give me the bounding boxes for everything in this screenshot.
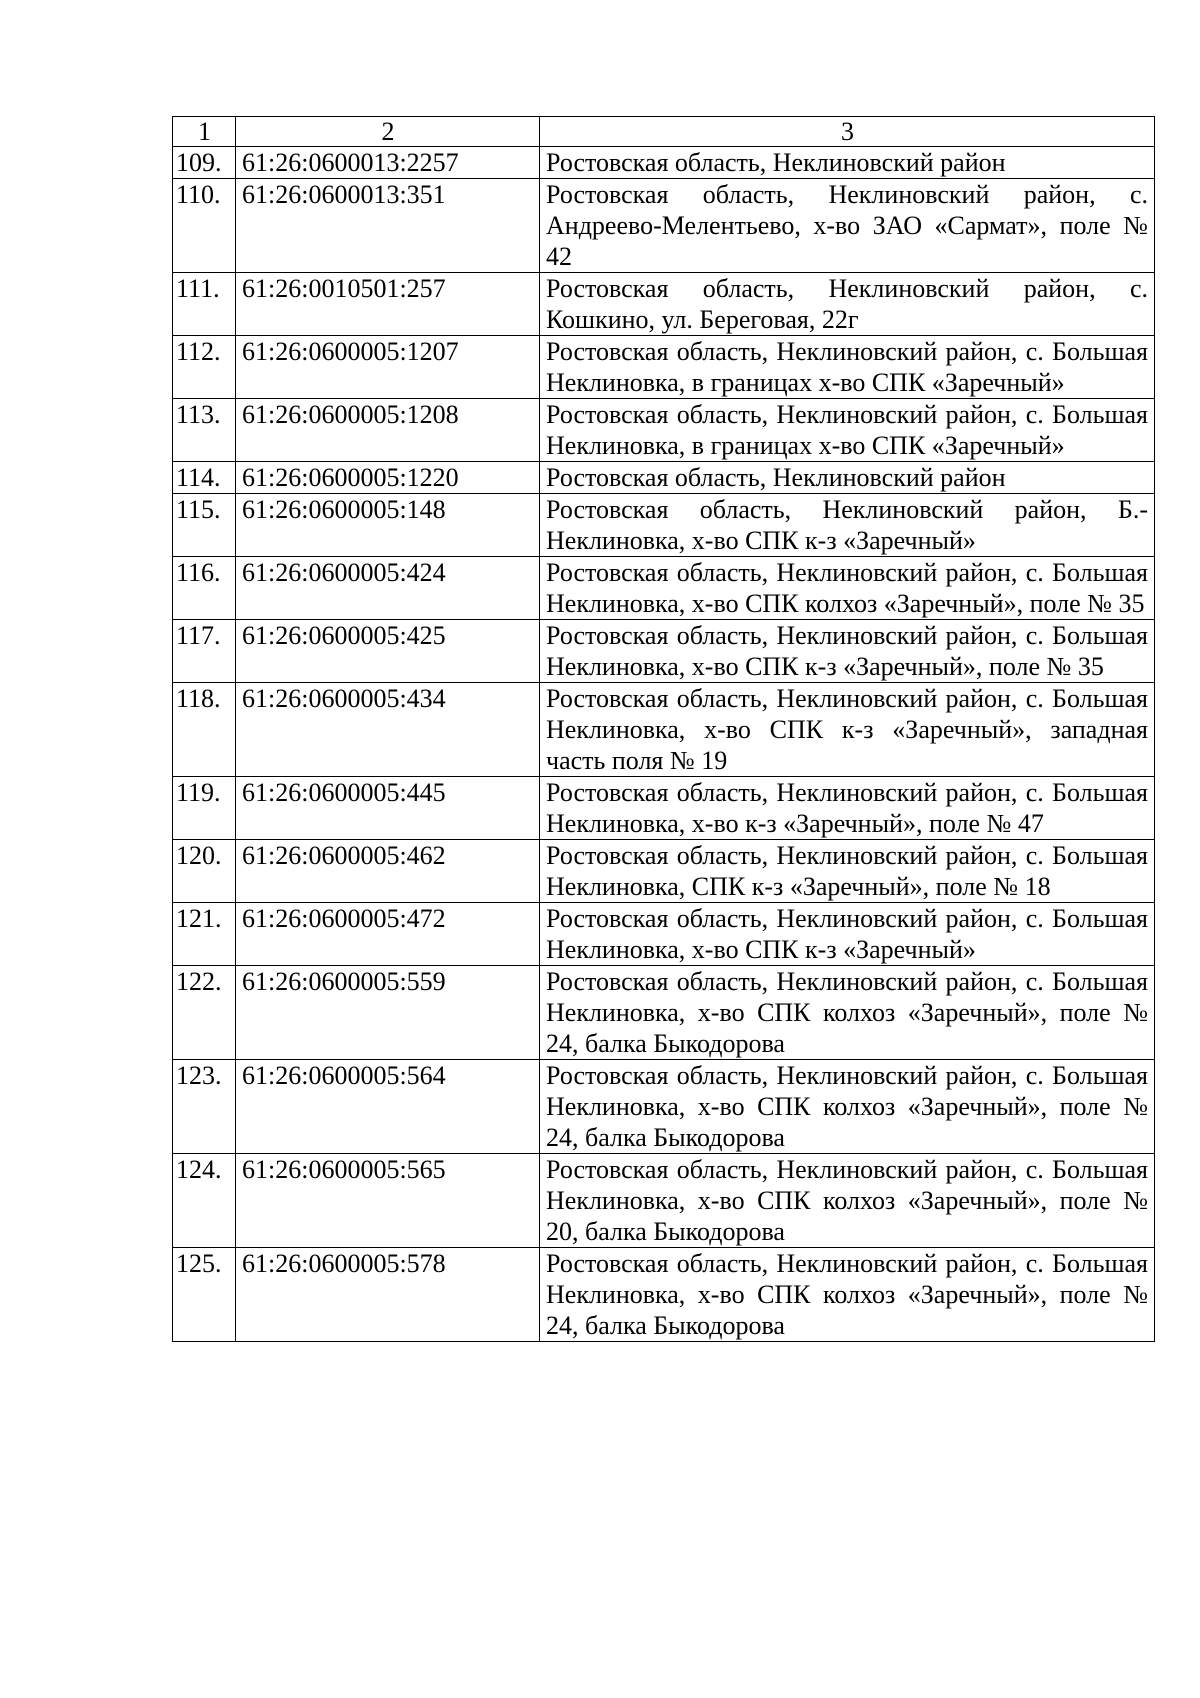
- address-line: «Заречный», поле № 35: [843, 652, 1104, 681]
- address-line: поле № 18: [935, 872, 1051, 901]
- address-cell: [540, 399, 1155, 462]
- column-header-2: 2: [236, 117, 540, 147]
- address-line: Ростовская область, Неклиновский район,: [546, 621, 1018, 650]
- row-number: 112.: [173, 336, 236, 399]
- cadastral-number: 61:26:0600005:434: [236, 683, 540, 777]
- address-cell: [540, 1154, 1155, 1248]
- address-line: Б.-Неклиновка, х-во СПК к-з «Заречный»: [546, 495, 1148, 555]
- row-number: 114.: [173, 462, 236, 494]
- cadastral-number: 61:26:0600013:2257: [236, 147, 540, 179]
- row-number: 117.: [173, 620, 236, 683]
- address-line: Ростовская область, Неклиновский район,: [546, 684, 1018, 713]
- cadastral-number: 61:26:0600005:148: [236, 494, 540, 557]
- address-line: с. Большая Неклиновка, х-во СПК к-з: [546, 621, 1148, 681]
- address-cell: [540, 683, 1155, 777]
- address-line: Ростовская область, Неклиновский район,: [546, 274, 1096, 303]
- table-row: [173, 462, 1155, 494]
- cadastral-number: 61:26:0600005:424: [236, 557, 540, 620]
- row-number: 110.: [173, 179, 236, 273]
- address-line: Ростовская область, Неклиновский район: [546, 148, 1006, 177]
- table-row: [173, 777, 1155, 840]
- cadastral-number: 61:26:0600005:472: [236, 903, 540, 966]
- address-cell: [540, 620, 1155, 683]
- cadastral-number: 61:26:0600005:565: [236, 1154, 540, 1248]
- address-cell: [540, 179, 1155, 273]
- table-row: [173, 966, 1155, 1060]
- address-cell: [540, 557, 1155, 620]
- table-row: [173, 273, 1155, 336]
- address-cell: [540, 336, 1155, 399]
- cadastral-number: 61:26:0600005:1208: [236, 399, 540, 462]
- cadastral-number: 61:26:0600005:559: [236, 966, 540, 1060]
- cadastral-number: 61:26:0010501:257: [236, 273, 540, 336]
- land-plots-table: [172, 116, 1155, 1342]
- address-line: Ростовская область, Неклиновский район,: [546, 1249, 1018, 1278]
- address-line: Ростовская область, Неклиновский район,: [546, 967, 1018, 996]
- table-header-row: [173, 117, 1155, 147]
- address-line: поле № 47: [928, 809, 1044, 838]
- column-header-1: 1: [173, 117, 236, 147]
- table-row: [173, 620, 1155, 683]
- row-number: 118.: [173, 683, 236, 777]
- address-line: «Заречный», поле № 20, балка Быкодорова: [546, 1186, 1149, 1246]
- address-cell: [540, 840, 1155, 903]
- address-line: Ростовская область, Неклиновский район,: [546, 337, 1018, 366]
- cadastral-number: 61:26:0600005:462: [236, 840, 540, 903]
- cadastral-number: 61:26:0600013:351: [236, 179, 540, 273]
- table-row: [173, 557, 1155, 620]
- address-line: «Заречный», поле № 24, балка Быкодорова: [546, 998, 1149, 1058]
- row-number: 121.: [173, 903, 236, 966]
- address-line: «Заречный», западная часть поля № 19: [546, 715, 1148, 775]
- cadastral-number: 61:26:0600005:564: [236, 1060, 540, 1154]
- cadastral-number: 61:26:0600005:578: [236, 1248, 540, 1342]
- address-line: с. Большая Неклиновка, х-во СПК колхоз: [546, 967, 1148, 1027]
- address-line: «Заречный»: [843, 935, 976, 964]
- cadastral-number: 61:26:0600005:1220: [236, 462, 540, 494]
- row-number: 119.: [173, 777, 236, 840]
- address-cell: [540, 966, 1155, 1060]
- table-row: [173, 399, 1155, 462]
- cadastral-number: 61:26:0600005:1207: [236, 336, 540, 399]
- address-line: Ростовская область, Неклиновский район,: [546, 495, 1087, 524]
- row-number: 111.: [173, 273, 236, 336]
- address-line: с. Большая Неклиновка, х-во СПК колхоз: [546, 558, 1148, 618]
- address-line: с. Большая Неклиновка, х-во СПК колхоз: [546, 1249, 1148, 1309]
- table-row: [173, 1154, 1155, 1248]
- address-line: «Заречный», поле № 35: [883, 589, 1145, 618]
- address-cell: [540, 777, 1155, 840]
- address-cell: [540, 1248, 1155, 1342]
- address-line: Ростовская область, Неклиновский район,: [546, 841, 1018, 870]
- address-line: Ростовская область, Неклиновский район,: [546, 778, 1018, 807]
- address-line: с. Большая Неклиновка, СПК к-з «Заречный»,: [546, 841, 1148, 901]
- address-line: с. Большая Неклиновка, х-во к-з «Заречный»,: [546, 778, 1148, 838]
- table-body: [173, 117, 1155, 1342]
- row-number: 125.: [173, 1248, 236, 1342]
- address-line: Ростовская область, Неклиновский район,: [546, 1155, 1018, 1184]
- address-line: поле № 42: [546, 211, 1148, 271]
- column-header-3: 3: [540, 117, 1155, 147]
- table-row: [173, 336, 1155, 399]
- address-line: с. Большая Неклиновка, х-во СПК к-з: [546, 684, 1148, 744]
- address-line: Ростовская область, Неклиновский район,: [546, 400, 1018, 429]
- address-line: с. Большая Неклиновка, х-во СПК к-з: [546, 904, 1148, 964]
- address-line: с. Большая Неклиновка, в границах х-во СПК: [546, 400, 1148, 460]
- row-number: 109.: [173, 147, 236, 179]
- address-cell: [540, 273, 1155, 336]
- row-number: 115.: [173, 494, 236, 557]
- address-line: с. Андреево-Мелентьево, х-во ЗАО «Сармат»,: [546, 180, 1148, 240]
- table-row: [173, 494, 1155, 557]
- table-row: [173, 683, 1155, 777]
- table-row: [173, 147, 1155, 179]
- table-row: [173, 903, 1155, 966]
- address-cell: [540, 462, 1155, 494]
- row-number: 116.: [173, 557, 236, 620]
- row-number: 124.: [173, 1154, 236, 1248]
- table-row: [173, 1060, 1155, 1154]
- address-cell: [540, 903, 1155, 966]
- address-line: «Заречный», поле № 24, балка Быкодорова: [546, 1280, 1149, 1340]
- address-line: с. Кошкино, ул. Береговая, 22г: [546, 274, 1148, 334]
- address-line: с. Большая Неклиновка, х-во СПК колхоз: [546, 1061, 1148, 1121]
- address-cell: [540, 1060, 1155, 1154]
- cadastral-number: 61:26:0600005:425: [236, 620, 540, 683]
- table-row: [173, 840, 1155, 903]
- table-row: [173, 179, 1155, 273]
- address-line: с. Большая Неклиновка, в границах х-во СПК: [546, 337, 1148, 397]
- address-line: Ростовская область, Неклиновский район,: [546, 180, 1096, 209]
- cadastral-number: 61:26:0600005:445: [236, 777, 540, 840]
- row-number: 113.: [173, 399, 236, 462]
- row-number: 122.: [173, 966, 236, 1060]
- table-row: [173, 1248, 1155, 1342]
- address-line: с. Большая Неклиновка, х-во СПК колхоз: [546, 1155, 1148, 1215]
- address-cell: [540, 494, 1155, 557]
- address-line: «Заречный», поле № 24, балка Быкодорова: [546, 1092, 1149, 1152]
- row-number: 123.: [173, 1060, 236, 1154]
- address-line: Ростовская область, Неклиновский район,: [546, 904, 1018, 933]
- address-line: «Заречный»: [931, 431, 1065, 460]
- address-line: «Заречный»: [931, 368, 1065, 397]
- address-line: Ростовская область, Неклиновский район: [546, 463, 1006, 492]
- address-cell: [540, 147, 1155, 179]
- row-number: 120.: [173, 840, 236, 903]
- address-line: Ростовская область, Неклиновский район,: [546, 558, 1018, 587]
- address-line: Ростовская область, Неклиновский район,: [546, 1061, 1018, 1090]
